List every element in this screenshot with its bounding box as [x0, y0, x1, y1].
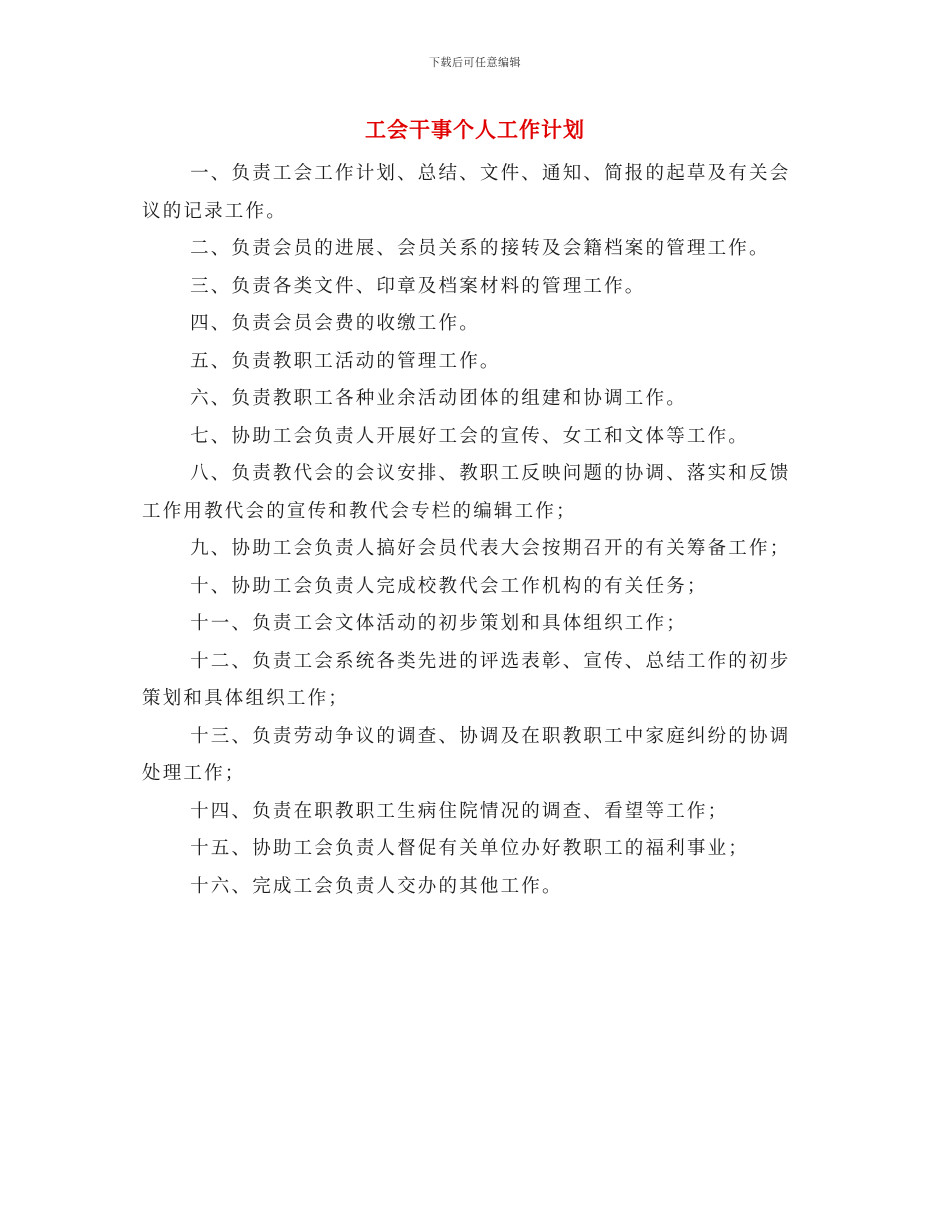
page-header-note: 下载后可任意编辑 — [429, 56, 521, 69]
paragraph-8: 八、负责教代会的会议安排、教职工反映问题的协调、落实和反馈工作用教代会的宣传和教代会专栏的编辑工作； — [142, 463, 791, 522]
document-body — [142, 155, 806, 905]
paragraph-14: 十四、负责在职教职工生病住院情况的调查、看望等工作； — [190, 800, 729, 822]
paragraph-2: 二、负责会员的进展、会员关系的接转及会籍档案的管理工作。 — [190, 238, 770, 259]
paragraph-16: 十六、完成工会负责人交办的其他工作。 — [190, 875, 563, 897]
paragraph-6: 六、负责教职工各种业余活动团体的组建和协调工作。 — [190, 388, 687, 409]
paragraph-5: 五、负责教职工活动的管理工作。 — [190, 350, 501, 372]
paragraph-1: 一、负责工会工作计划、总结、文件、通知、简报的起草及有关会议的记录工作。 — [142, 163, 791, 222]
document-title: 工会干事个人工作计划 — [365, 118, 585, 142]
paragraph-13: 十三、负责劳动争议的调查、协调及在职教职工中家庭纠纷的协调处理工作； — [142, 725, 791, 784]
paragraph-4: 四、负责会员会费的收缴工作。 — [190, 313, 480, 334]
paragraph-3: 三、负责各类文件、印章及档案材料的管理工作。 — [190, 275, 646, 297]
paragraph-12: 十二、负责工会系统各类先进的评选表彰、宣传、总结工作的初步策划和具体组织工作； — [142, 650, 791, 709]
paragraph-10: 十、协助工会负责人完成校教代会工作机构的有关任务； — [190, 575, 708, 597]
paragraph-11: 十一、负责工会文体活动的初步策划和具体组织工作； — [190, 613, 687, 634]
paragraph-15: 十五、协助工会负责人督促有关单位办好教职工的福利事业； — [190, 838, 749, 859]
paragraph-7: 七、协助工会负责人开展好工会的宣传、女工和文体等工作。 — [190, 425, 749, 447]
paragraph-9: 九、协助工会负责人搞好会员代表大会按期召开的有关筹备工作； — [190, 538, 791, 559]
